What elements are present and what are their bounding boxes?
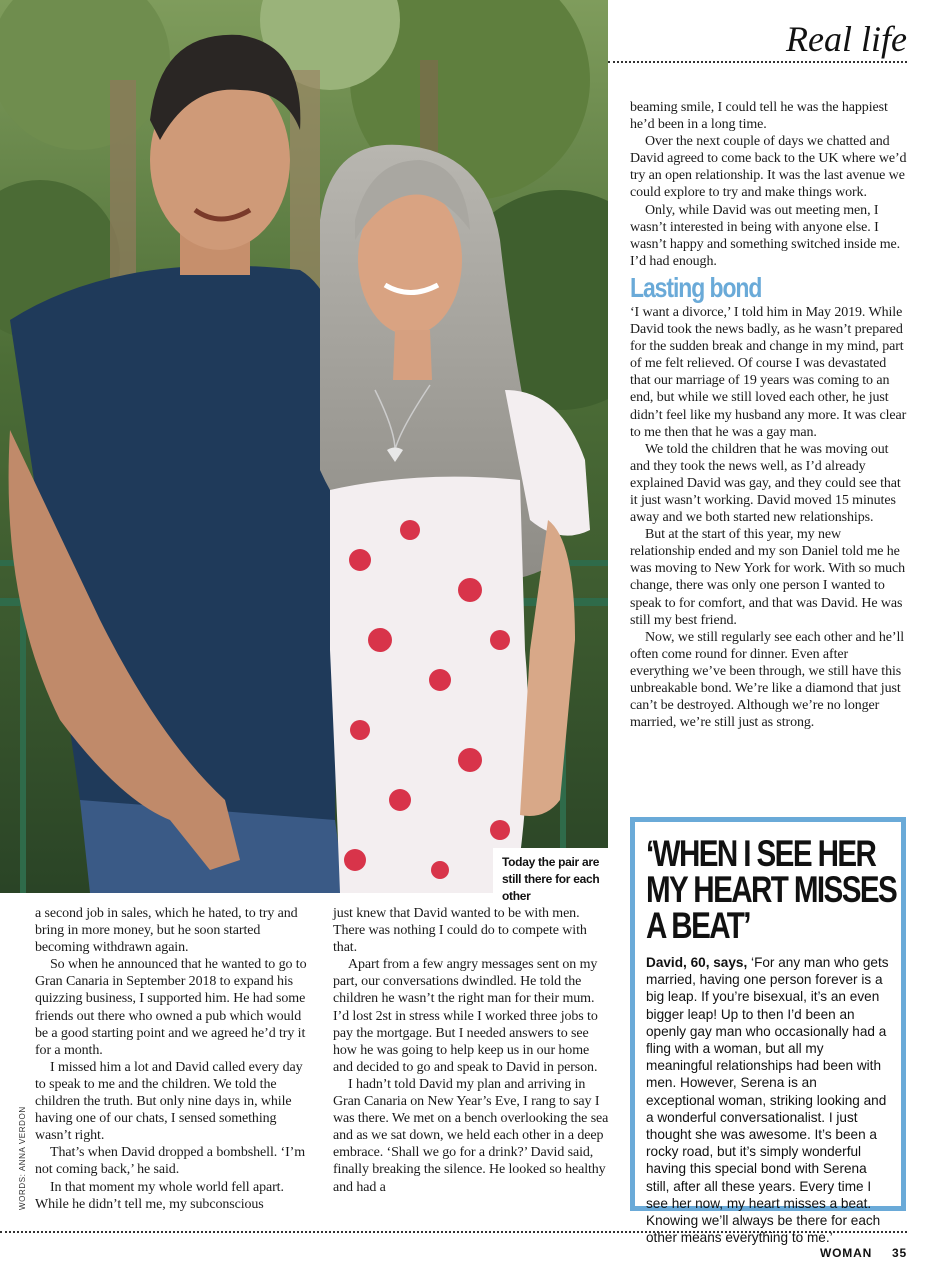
paragraph: I hadn’t told David my plan and arriving in Gran Canaria on New Year’s Eve, I rang to say I was there. We met on a bench overlooking the sea and as we sat down, we held each other in a deep embrace. ‘Shall we go for a drink?’ David said, finally breaking the silence. He looked so healthy and had a <box>333 1076 609 1195</box>
photo-caption: Today the pair are still there for each other <box>493 848 608 893</box>
footer-divider <box>0 1231 907 1233</box>
paragraph: But at the start of this year, my new relationship ended and my son Daniel told me he was moving to New York for work. With so much change, there was only one person I wanted to speak to for comfort, and that was David. He was still my best friend. <box>630 527 906 628</box>
paragraph: Only, while David was out meeting men, I wasn’t interested in being with anyone else. I wasn’t happy and something switched inside me. I’d had enough. <box>630 202 901 269</box>
section-title: Real life <box>786 19 907 59</box>
bottom-left-column <box>35 905 315 1213</box>
couple-photo <box>0 0 608 893</box>
paragraph: Over the next couple of days we chatted and David agreed to come back to the UK where we’d try an open relationship. It was the last avenue we could explore to try and make things work. <box>630 134 907 201</box>
paragraph: I missed him a lot and David called every day to speak to me and the children. We told the children the truth. But only nine days in, while having one of our chats, I sensed something wasn’t right. <box>35 1059 303 1144</box>
paragraph: ‘I want a divorce,’ I told him in May 2019. While David took the news badly, as he wasn’t prepared for the sudden break and change in my mind, part of me felt relieved. Of course I was devastated that our marriage of 19 years was coming to an end, but while we still loved each other, he just didn’t feel like my husband any more. It was clear to me then that he was a gay man. <box>630 304 907 440</box>
bottom-middle-column <box>333 905 609 1196</box>
pull-quote-title: ‘WHEN I SEE HER MY HEART MISSES A BEAT’ <box>646 833 897 946</box>
paragraph: In that moment my whole world fell apart. While he didn’t tell me, my subconscious <box>35 1179 284 1212</box>
paragraph: a second job in sales, which he hated, to try and bring in more money, but he soon started becoming withdrawn again. <box>35 906 298 956</box>
pull-quote-text: ‘For any man who gets married, having one person forever is a big leap. If you’re bisexual, it’s an even bigger leap! Up to then I’d been an openly gay man who occasionally had a fling with a woman, but all my meaningful relationships had been with men. However, Serena is an exceptional woman, striking looking and a wonderful conversationalist. I just thought she was awesome. It’s been a rocky road, but it’s simply wonderful having this special bond with Serena still, after all these years. Every time I see her now, my heart misses a beat. Knowing we’ll always be there for each other means everything to me.’ <box>646 955 889 1246</box>
couple-photo-illustration <box>0 0 608 893</box>
page-number: 35 <box>892 1246 907 1260</box>
header-divider <box>608 61 907 63</box>
paragraph: Apart from a few angry messages sent on my part, our conversations dwindled. He told the children he wasn’t the right man for their mum. I’d lost 2st in stress while I worked three jobs to pay the mortgage. But I needed answers to see how he was going to help keep us in our home and decided to go and speak to David in person. <box>333 957 598 1075</box>
byline-credit: WORDS: ANNA VERDON <box>18 1106 27 1210</box>
pull-quote-lead: David, 60, says, <box>646 955 752 970</box>
paragraph: That’s when David dropped a bombshell. ‘I’m not coming back,’ he said. <box>35 1145 306 1178</box>
page-footer <box>820 1246 907 1260</box>
paragraph: just knew that David wanted to be with men. There was nothing I could do to compete with that. <box>333 906 587 956</box>
paragraph: beaming smile, I could tell he was the happiest he’d been in a long time. <box>630 100 888 133</box>
paragraph: We told the children that he was moving out and they took the news well, as I’d already explained David was gay, and they could see that it just wasn’t working. David moved 15 minutes away and we both started new relationships. <box>630 441 901 526</box>
paragraph: So when he announced that he wanted to go to Gran Canaria in September 2018 to expand his quizzing business, I supported him. He had some friends out there who owned a pub which would be a good starting point and we agreed he’d try it for a month. <box>35 957 307 1058</box>
pull-quote-body <box>646 954 889 1246</box>
pull-quote-box <box>630 817 906 1246</box>
paragraph: Now, we still regularly see each other and he’ll often come round for dinner. Even after everything we’ve been through, we still have this unbreakable bond. We’re like a diamond that just can’t be destroyed. Although we’re no longer married, we’re still just as strong. <box>630 629 905 731</box>
right-column <box>630 99 908 731</box>
magazine-name: WOMAN <box>820 1246 873 1260</box>
subhead: Lasting bond <box>630 271 762 303</box>
